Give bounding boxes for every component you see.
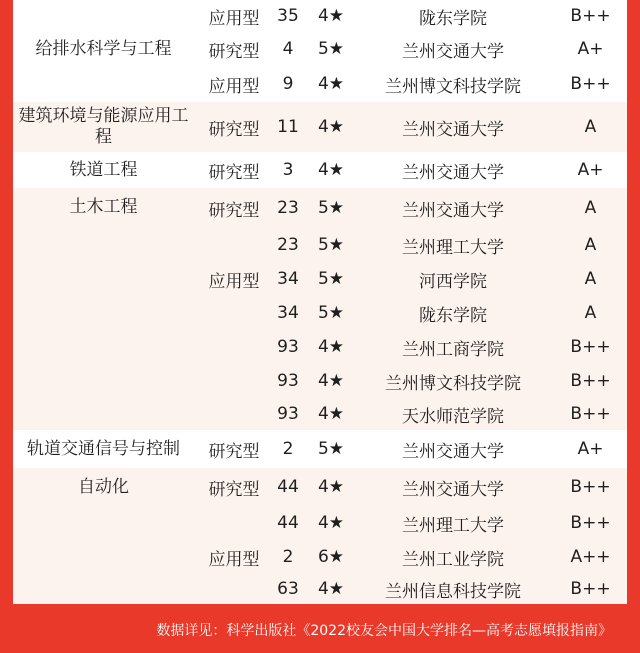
school-cell: 兰州交通大学: [402, 119, 504, 140]
grade-cell: A: [584, 235, 597, 255]
type-cell: 研究型: [208, 162, 260, 183]
rank-cell: 34: [277, 303, 299, 323]
rank-cell: 3: [282, 160, 294, 180]
star-cell: 5★: [317, 303, 345, 323]
star-cell: 4★: [317, 513, 345, 533]
table-row: [13, 188, 627, 228]
type-cell: 应用型: [208, 8, 260, 29]
star-cell: 4★: [317, 371, 345, 391]
star-cell: 5★: [317, 235, 345, 255]
type-cell: 应用型: [208, 271, 260, 292]
rank-cell: 35: [277, 6, 299, 26]
rank-cell: 4: [282, 39, 294, 59]
grade-cell: A+: [577, 439, 604, 459]
school-cell: 兰州交通大学: [402, 200, 504, 221]
star-cell: 4★: [317, 74, 345, 94]
star-cell: 4★: [317, 160, 345, 180]
school-cell: 陇东学院: [419, 8, 487, 29]
grade-cell: B++: [570, 6, 611, 26]
table-row: [13, 506, 627, 540]
school-cell: 兰州博文科技学院: [385, 373, 521, 394]
school-cell: 兰州信息科技学院: [385, 581, 521, 602]
grade-cell: A: [584, 303, 597, 323]
table-row: [13, 102, 627, 152]
star-cell: 4★: [317, 6, 345, 26]
major-cell: 土木工程: [69, 197, 138, 217]
school-cell: 兰州博文科技学院: [385, 76, 521, 97]
grade-cell: A: [584, 117, 597, 137]
grade-cell: B++: [570, 404, 611, 424]
table-row: [13, 364, 627, 398]
school-cell: 兰州交通大学: [402, 441, 504, 462]
rank-cell: 23: [277, 235, 299, 255]
school-cell: 兰州交通大学: [402, 162, 504, 183]
type-cell: 研究型: [208, 200, 260, 221]
table-row: [13, 262, 627, 296]
star-cell: 4★: [317, 404, 345, 424]
star-cell: 5★: [317, 439, 345, 459]
major-cell: 铁道工程: [69, 159, 138, 180]
major-cell: 自动化: [78, 477, 129, 497]
star-cell: 4★: [317, 477, 345, 497]
rank-cell: 34: [277, 269, 299, 289]
school-cell: 兰州工商学院: [402, 339, 504, 360]
school-cell: 兰州交通大学: [402, 479, 504, 500]
school-cell: 兰州理工大学: [402, 237, 504, 258]
table-row: [13, 296, 627, 330]
rank-cell: 93: [277, 404, 299, 424]
table-row: [13, 330, 627, 364]
school-cell: 天水师范学院: [402, 406, 504, 427]
major-cell: 建筑环境与能源应用工程: [18, 106, 189, 147]
type-cell: 研究型: [208, 441, 260, 462]
school-cell: 陇东学院: [419, 305, 487, 326]
rank-cell: 44: [277, 513, 299, 533]
table-row: [13, 430, 627, 468]
rank-cell: 93: [277, 337, 299, 357]
table-row: [13, 398, 627, 430]
school-cell: 河西学院: [419, 271, 487, 292]
source-footnote-text: 数据详见：科学出版社《2022校友会中国大学排名—高考志愿填报指南》: [156, 622, 612, 639]
school-cell: 兰州工业学院: [402, 549, 504, 570]
school-cell: 兰州交通大学: [402, 41, 504, 62]
major-cell: 给排水科学与工程: [35, 38, 172, 59]
type-cell: 研究型: [208, 479, 260, 500]
table-row: [13, 152, 627, 188]
grade-cell: A+: [577, 160, 604, 180]
major-cell: 轨道交通信号与控制: [27, 438, 180, 459]
star-cell: 6★: [317, 547, 345, 567]
grade-cell: A+: [577, 39, 604, 59]
rank-cell: 2: [282, 439, 294, 459]
type-cell: 应用型: [208, 549, 260, 570]
school-cell: 兰州理工大学: [402, 515, 504, 536]
star-cell: 4★: [317, 579, 345, 599]
grade-cell: A: [584, 198, 597, 218]
table-row: [13, 468, 627, 506]
star-cell: 5★: [317, 39, 345, 59]
grade-cell: B++: [570, 337, 611, 357]
ranking-table: [13, 0, 627, 604]
star-cell: 5★: [317, 198, 345, 218]
table-row: [13, 228, 627, 262]
star-cell: 4★: [317, 117, 345, 137]
type-cell: 研究型: [208, 41, 260, 62]
grade-cell: A: [584, 269, 597, 289]
rank-cell: 2: [282, 547, 294, 567]
rank-cell: 9: [282, 74, 294, 94]
grade-cell: B++: [570, 579, 611, 599]
rank-cell: 93: [277, 371, 299, 391]
rank-cell: 63: [277, 579, 299, 599]
rank-cell: 11: [277, 117, 299, 137]
rank-cell: 44: [277, 477, 299, 497]
grade-cell: B++: [570, 477, 611, 497]
type-cell: 研究型: [208, 119, 260, 140]
star-cell: 5★: [317, 269, 345, 289]
table-row: [13, 66, 627, 102]
grade-cell: B++: [570, 74, 611, 94]
table-row: [13, 32, 627, 66]
source-footnote: [0, 606, 640, 653]
star-cell: 4★: [317, 337, 345, 357]
type-cell: 应用型: [208, 76, 260, 97]
table-row: [13, 540, 627, 574]
grade-cell: B++: [570, 513, 611, 533]
grade-cell: B++: [570, 371, 611, 391]
rank-cell: 23: [277, 198, 299, 218]
grade-cell: A++: [570, 547, 611, 567]
table-row: [13, 0, 627, 32]
table-row: [13, 574, 627, 604]
